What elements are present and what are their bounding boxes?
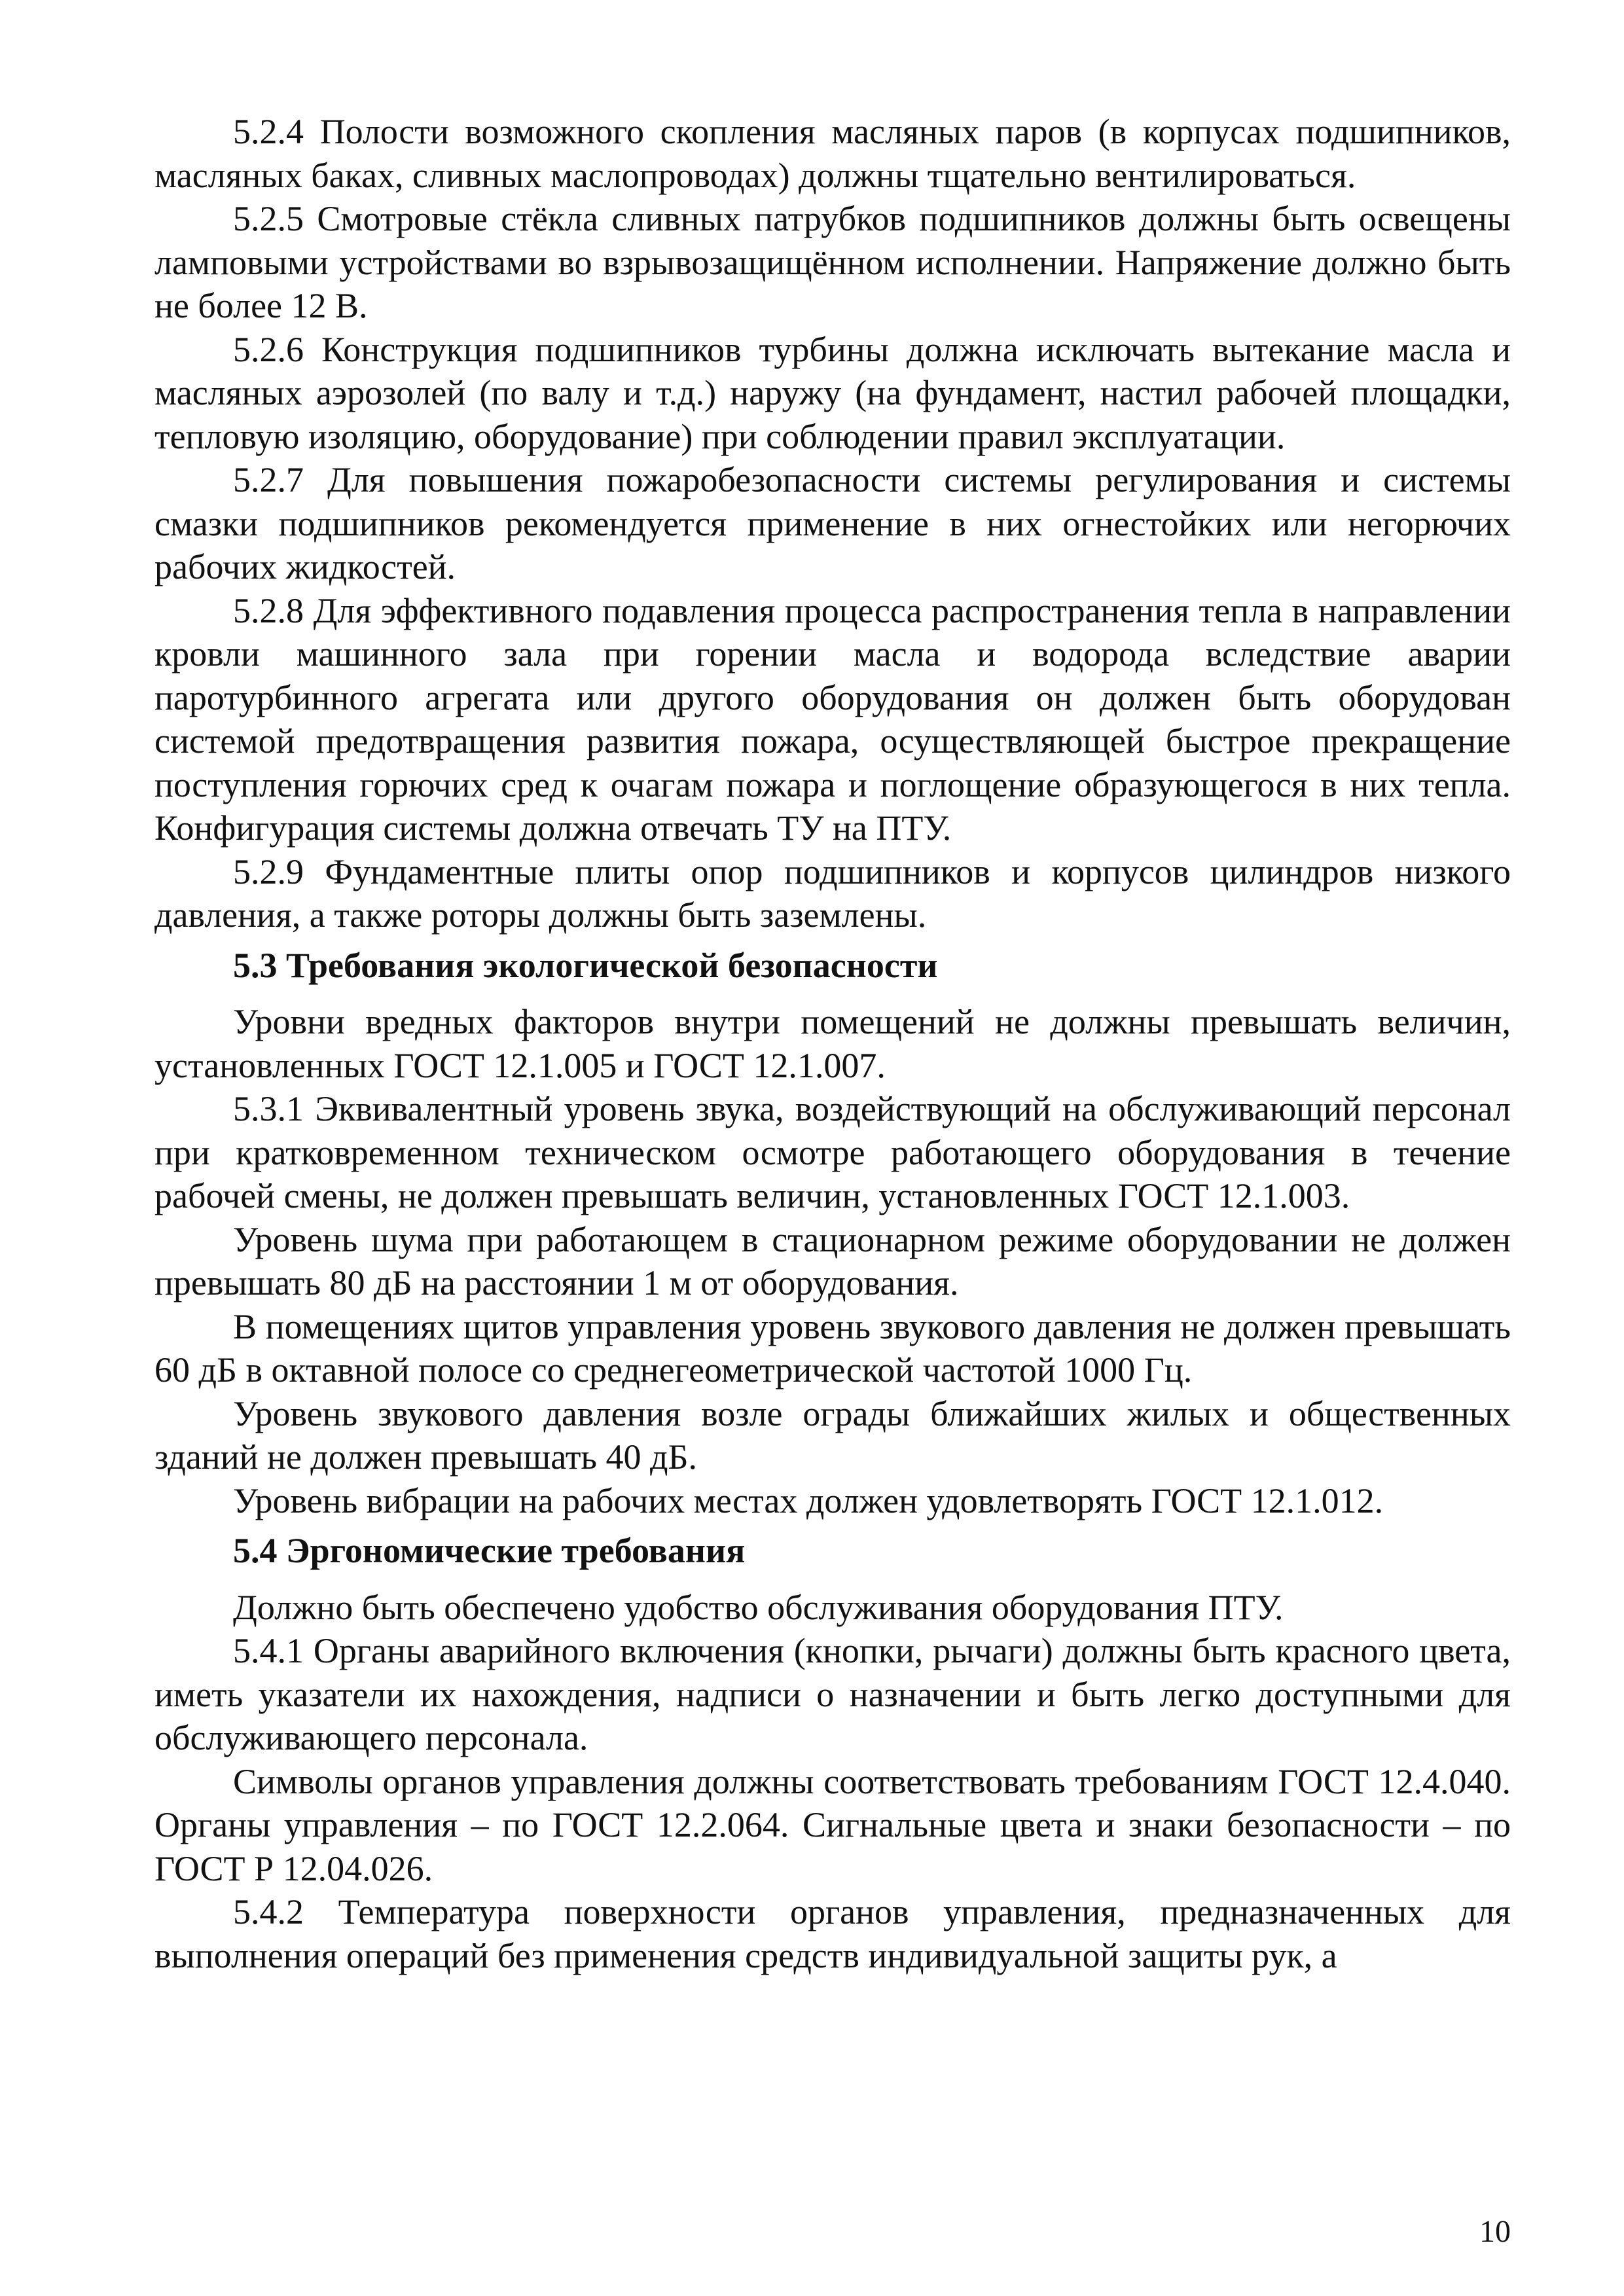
- section-heading-5-3: 5.3 Требования экологической безопасности: [233, 945, 938, 985]
- paragraph-noise-level: Уровень шума при работающем в стационарном режиме оборудовании не должен превышать 80 дБ на расстоянии 1 м от оборудования.: [154, 1219, 1511, 1302]
- paragraph-vibration: Уровень вибрации на рабочих местах должен удовлетворять ГОСТ 12.1.012.: [233, 1480, 1384, 1520]
- paragraph-control-panels: В помещениях щитов управления уровень звукового давления не должен превышать 60 дБ в октавной полосе со среднегеометрической частотой 1000 Гц.: [154, 1306, 1511, 1390]
- section-heading-5-4: 5.4 Эргономические требования: [233, 1531, 746, 1570]
- paragraph-5-2-7: 5.2.7 Для повышения пожаробезопасности системы регулирования и системы смазки подшипников рекомендуется применение в них огнестойких или негорючих рабочих жидкостей.: [154, 460, 1511, 586]
- paragraph-5-2-4: 5.2.4 Полости возможного скопления масляных паров (в корпусах подшипников, масляных баках, сливных маслопроводах) должны тщательно вентилироваться.: [154, 112, 1511, 195]
- document-page: [154, 110, 1511, 1977]
- paragraph-5-2-9: 5.2.9 Фундаментные плиты опор подшипников и корпусов цилиндров низкого давления, а также роторы должны быть заземлены.: [154, 852, 1511, 935]
- paragraph-5-2-5: 5.2.5 Смотровые стёкла сливных патрубков подшипников должны быть освещены ламповыми устройствами во взрывозащищённом исполнении. Напряжение должно быть не более 12 В.: [154, 199, 1511, 325]
- paragraph-control-symbols: Символы органов управления должны соответствовать требованиям ГОСТ 12.4.040. Органы управления – по ГОСТ 12.2.064. Сигнальные цвета и знаки безопасности – по ГОСТ Р 12.04.026.: [154, 1761, 1511, 1888]
- paragraph-5-3-intro: Уровни вредных факторов внутри помещений не должны превышать величин, установленных ГОСТ 12.1.005 и ГОСТ 12.1.007.: [154, 1002, 1511, 1085]
- paragraph-5-2-6: 5.2.6 Конструкция подшипников турбины должна исключать вытекание масла и масляных аэрозолей (по валу и т.д.) наружу (на фундамент, настил рабочей площадки, тепловую изоляцию, оборудование) при соблюдении правил эксплуатации.: [154, 329, 1511, 456]
- paragraph-5-2-8: 5.2.8 Для эффективного подавления процесса распространения тепла в направлении кровли машинного зала при горении масла и водорода вследствие аварии паротурбинного агрегата или другого оборудования он должен быть оборудован системой предотвращения развития пожара, осуществляющей быстрое прекращение поступления горючих сред к очагам пожара и поглощение образующегося в них тепла. Конфигурация системы должна отвечать ТУ на ПТУ.: [154, 590, 1511, 848]
- page-number: 10: [1479, 2214, 1511, 2249]
- paragraph-5-4-intro: Должно быть обеспечено удобство обслуживания оборудования ПТУ.: [233, 1587, 1284, 1627]
- paragraph-fence-pressure: Уровень звукового давления возле ограды ближайших жилых и общественных зданий не должен превышать 40 дБ.: [154, 1393, 1511, 1477]
- paragraph-5-4-2: 5.4.2 Температура поверхности органов управления, предназначенных для выполнения операций без применения средств индивидуальной защиты рук, а: [154, 1892, 1511, 1975]
- paragraph-5-4-1: 5.4.1 Органы аварийного включения (кнопки, рычаги) должны быть красного цвета, иметь указатели их нахождения, надписи о назначении и быть легко доступными для обслуживающего персонала.: [154, 1631, 1511, 1757]
- paragraph-5-3-1: 5.3.1 Эквивалентный уровень звука, воздействующий на обслуживающий персонал при кратковременном техническом осмотре работающего оборудования в течение рабочей смены, не должен превышать величин, установленных ГОСТ 12.1.003.: [154, 1089, 1511, 1215]
